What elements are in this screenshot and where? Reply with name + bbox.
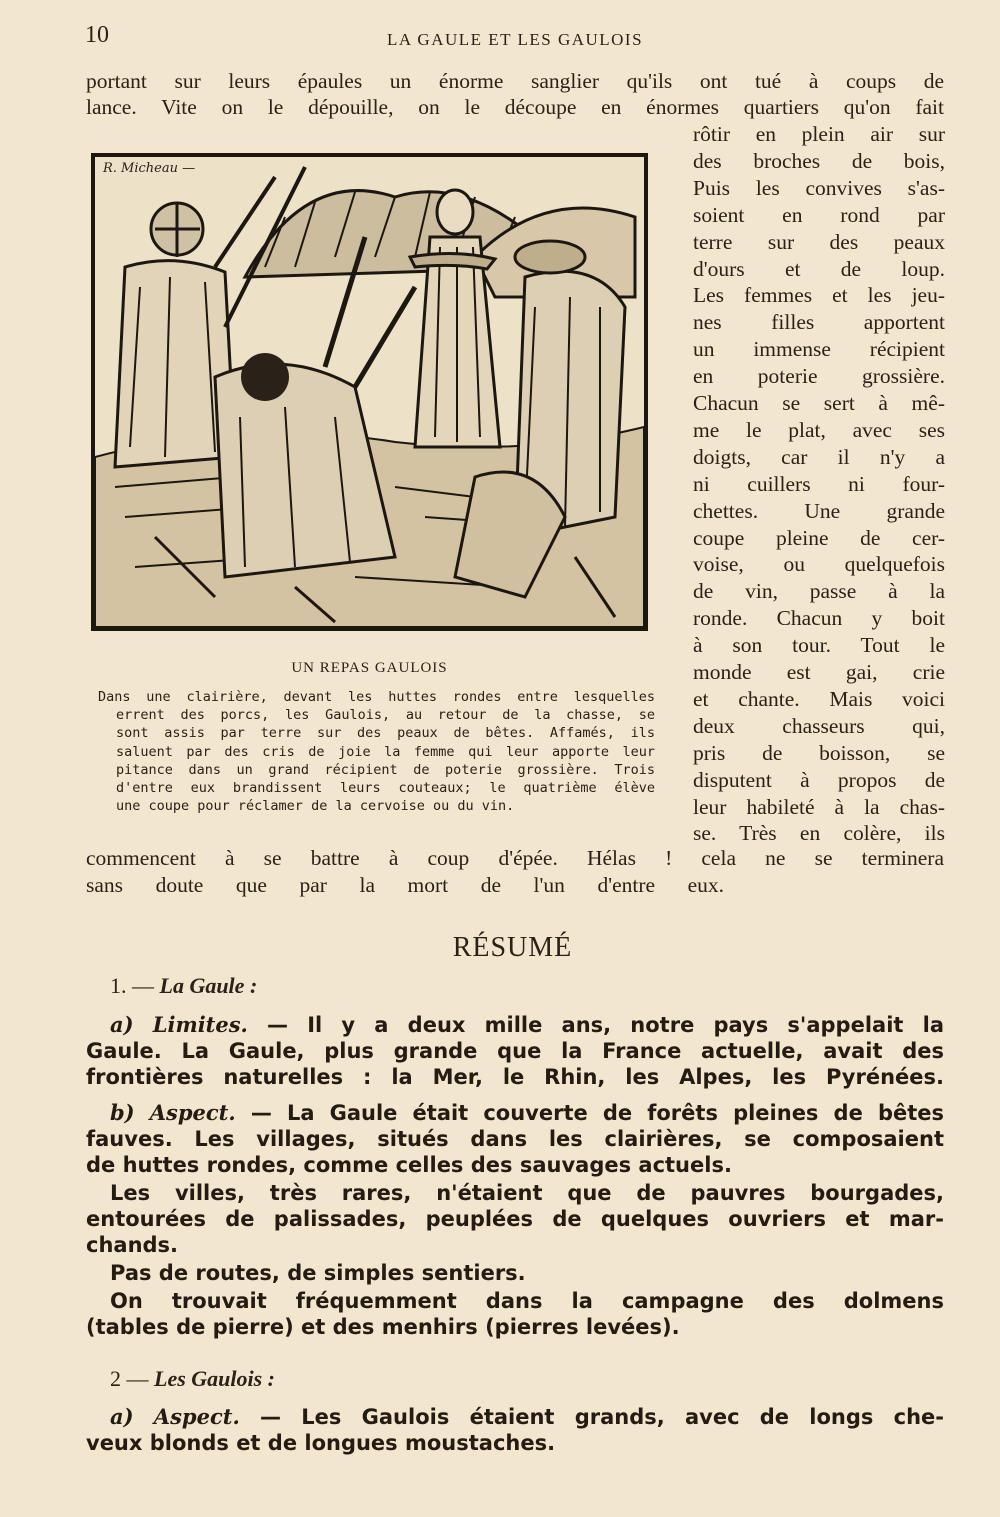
narrative-column-line: monde est gai, crie [693, 660, 945, 684]
section-number: 1. — [110, 973, 154, 998]
page-header [85, 22, 945, 52]
resume-text: — Les Gaulois étaient grands, avec de longs che- [239, 1405, 945, 1429]
subsection-label: a) Limites. [110, 1012, 248, 1037]
narrative-column-line: ronde. Chacun y boit [693, 606, 945, 631]
caption-line: d'entre eux brandissent leurs couteaux; le quatrième élève [116, 780, 655, 797]
narrative-column-line: à son tour. Tout le [693, 633, 945, 658]
narrative-column-line: se. Très en colère, ils [693, 821, 945, 846]
caption-line: Dans une clairière, devant les huttes rondes entre lesquelles [98, 689, 655, 705]
caption-title: UN REPAS GAULOIS [291, 660, 448, 676]
narrative-column-line: d'ours et de loup. [693, 256, 945, 281]
narrative-column-line: Puis les convives s'as- [693, 175, 945, 200]
narrative-column-line: rôtir en plein air sur [693, 122, 945, 146]
resume-line: Gaule. La Gaule, plus grande que la France actuelle, avait des [86, 1039, 944, 1063]
section-number: 2 — [110, 1366, 149, 1391]
narrative-column-line: des broches de bois, [693, 148, 945, 173]
narrative-line: portant sur leurs épaules un énorme sanglier qu'ils ont tué à coups de [86, 69, 944, 93]
resume-line: On trouvait fréquemment dans la campagne des dolmens [110, 1289, 944, 1313]
resume-text: — Il y a deux mille ans, notre pays s'appelait la [247, 1013, 944, 1037]
narrative-column-line: disputent à propos de [693, 767, 945, 792]
narrative-column-line: Les femmes et les jeu- [693, 283, 945, 308]
narrative-column-line: me le plat, avec ses [693, 417, 945, 442]
narrative-column-line: en poterie grossière. [693, 364, 945, 389]
caption-line: errent des porcs, les Gaulois, au retour de la chasse, se [116, 707, 655, 724]
section-heading-la-gaule [110, 973, 257, 999]
resume-line [110, 1100, 944, 1126]
narrative-column-line: deux chasseurs qui, [693, 713, 945, 738]
narrative-column-line: un immense récipient [693, 337, 945, 362]
resume-line: (tables de pierre) et des menhirs (pierres levées). [86, 1315, 680, 1339]
illustration-gaulish-meal [91, 153, 648, 631]
caption-line: une coupe pour réclamer de la cervoise ou du vin. [116, 798, 515, 815]
resume-text: — La Gaule était couverte de forêts pleines de bêtes [235, 1101, 945, 1125]
narrative-column-line: pris de boisson, se [693, 740, 945, 765]
narrative-column-line: soient en rond par [693, 202, 945, 227]
narrative-column-line: leur habileté à la chas- [693, 794, 945, 819]
narrative-column-line: et chante. Mais voici [693, 686, 945, 711]
section-title: La Gaule : [159, 973, 258, 998]
resume-line: fauves. Les villages, situés dans les clairières, se composaient [86, 1127, 944, 1151]
narrative-column-line: de vin, passe à la [693, 579, 945, 604]
resume-line: veux blonds et de longues moustaches. [86, 1431, 556, 1455]
caption-line: pitance dans un grand récipient de poterie grossière. Trois [116, 761, 655, 778]
caption-line: sont assis par terre sur des peaux de bêtes. Affamés, ils [116, 725, 655, 742]
section-title: Les Gaulois : [154, 1366, 275, 1391]
narrative-column-line: nes filles apportent [693, 310, 945, 335]
subsection-label: a) Aspect. [110, 1404, 240, 1429]
page-number: 10 [85, 22, 109, 48]
woodcut-drawing [95, 157, 644, 627]
narrative-line: lance. Vite on le dépouille, on le découpe en énormes quartiers qu'on fait [86, 95, 944, 119]
resume-line: de huttes rondes, comme celles des sauvages actuels. [86, 1153, 732, 1177]
resume-line [110, 1404, 944, 1430]
narrative-column-line: coupe pleine de cer- [693, 525, 945, 550]
subsection-label: b) Aspect. [110, 1100, 236, 1125]
narrative-column-line: voise, ou quelquefois [693, 552, 945, 577]
narrative-column-line: ni cuillers ni four- [693, 471, 945, 496]
narrative-line: commencent à se battre à coup d'épée. Hélas ! cela ne se terminera [86, 846, 944, 870]
resume-line: Les villes, très rares, n'étaient que de pauvres bourgades, [110, 1181, 944, 1205]
resume-heading: RÉSUMÉ [452, 932, 573, 963]
resume-line: frontières naturelles : la Mer, le Rhin, les Alpes, les Pyrénées. [86, 1065, 944, 1089]
narrative-column-line: chettes. Une grande [693, 498, 945, 523]
artist-signature: R. Micheau — [103, 161, 196, 176]
resume-line: Pas de routes, de simples sentiers. [110, 1261, 526, 1285]
section-heading-les-gaulois [110, 1366, 275, 1392]
resume-line: chands. [86, 1233, 179, 1257]
narrative-column-line: Chacun se sert à mê- [693, 391, 945, 415]
resume-line [110, 1012, 944, 1038]
caption-line: saluent par des cris de joie la femme qui leur apporte leur [116, 743, 655, 760]
resume-line: entourées de palissades, peuplées de quelques ouvriers et mar- [86, 1207, 944, 1231]
narrative-column-line: doigts, car il n'y a [693, 444, 945, 469]
caption-body [98, 688, 655, 815]
narrative-line: sans doute que par la mort de l'un d'entre eux. [86, 873, 724, 897]
narrative-column-line: terre sur des peaux [693, 229, 945, 254]
running-head: LA GAULE ET LES GAULOIS [386, 30, 644, 49]
